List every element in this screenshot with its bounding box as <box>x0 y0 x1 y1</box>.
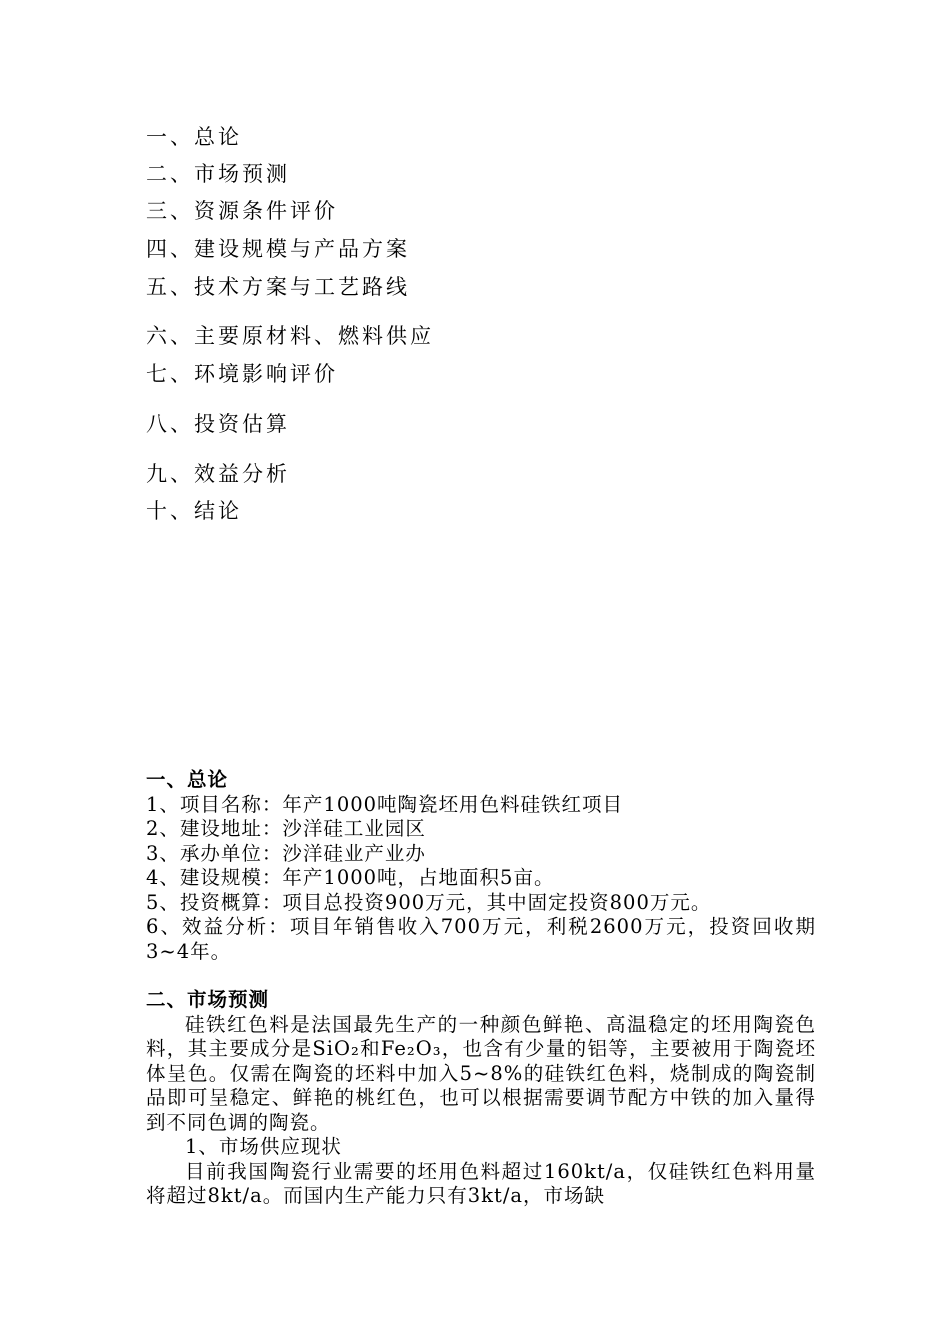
section-heading-overview: 一、总论 <box>146 768 229 791</box>
toc-item-7: 七、环境影响评价 <box>146 362 338 386</box>
toc-item-9: 九、效益分析 <box>146 462 290 486</box>
overview-item-project-name: 1、项目名称：年产1000吨陶瓷坯用色料硅铁红项目 <box>146 792 624 816</box>
toc-item-3: 三、资源条件评价 <box>146 199 338 223</box>
overview-item-benefit: 6、效益分析：项目年销售收入700万元，利税2600万元，投资回收期3~4年。 <box>146 915 816 963</box>
toc-item-1: 一、总论 <box>146 125 242 149</box>
toc-item-8: 八、投资估算 <box>146 412 290 436</box>
section-heading-market: 二、市场预测 <box>146 988 270 1011</box>
overview-item-scale: 4、建设规模：年产1000吨，占地面积5亩。 <box>146 866 555 889</box>
toc-item-10: 十、结论 <box>146 499 242 523</box>
market-paragraph-supply: 目前我国陶瓷行业需要的坯用色料超过160kt/a，仅硅铁红色料用量将超过8kt/a。而国内生产能力只有3kt/a，市场缺 <box>146 1159 816 1207</box>
toc-item-4: 四、建设规模与产品方案 <box>146 237 410 261</box>
document-body <box>146 768 816 1209</box>
overview-item-location: 2、建设地址：沙洋硅工业园区 <box>146 817 426 840</box>
market-paragraph-intro: 硅铁红色料是法国最先生产的一种颜色鲜艳、高温稳定的坯用陶瓷色料，其主要成分是SiO₂和Fe₂O₃，也含有少量的铝等，主要被用于陶瓷坯体呈色。仅需在陶瓷的坯料中加入5~8%的硅铁红色料，烧制成的陶瓷制品即可呈稳定、鲜艳的桃红色，也可以根据需要调节配方中铁的加入量得到不同色调的陶瓷。 <box>146 1012 816 1134</box>
toc-item-5: 五、技术方案与工艺路线 <box>146 275 410 299</box>
toc-item-2: 二、市场预测 <box>146 162 290 186</box>
toc-item-6: 六、主要原材料、燃料供应 <box>146 324 434 348</box>
overview-item-organizer: 3、承办单位：沙洋硅业产业办 <box>146 841 426 865</box>
overview-item-investment: 5、投资概算：项目总投资900万元，其中固定投资800万元。 <box>146 890 712 914</box>
market-subheading-supply: 1、市场供应现状 <box>185 1135 342 1158</box>
